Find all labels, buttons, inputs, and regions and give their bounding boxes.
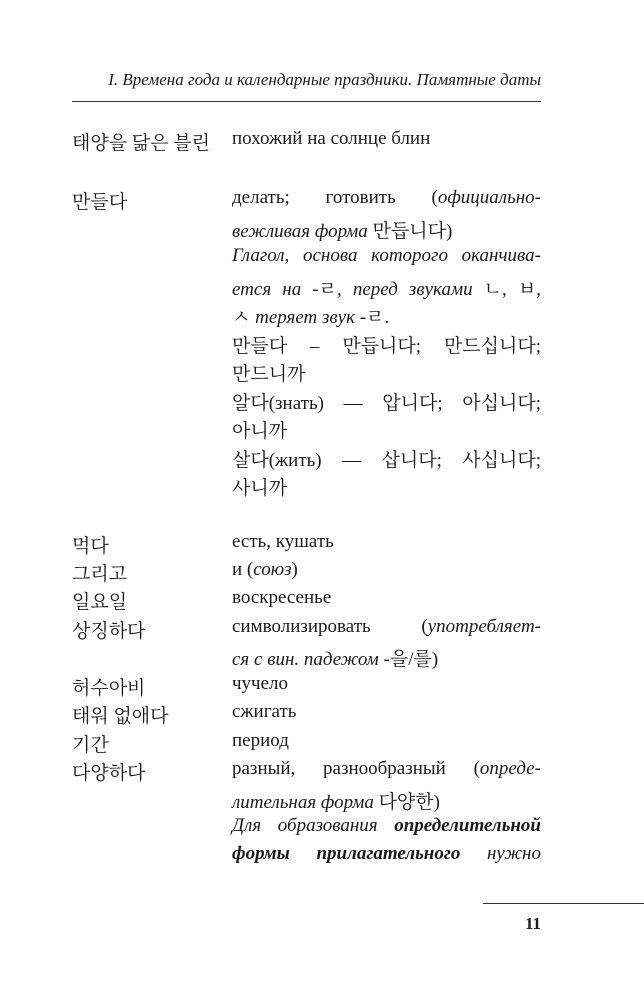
definition-text: употребляет- [427, 616, 541, 637]
definition-text: и ( [232, 559, 254, 580]
glossary-term: 먹다 [72, 536, 109, 557]
definition-line [232, 128, 541, 150]
definition-text: -ㄹ. [359, 307, 390, 328]
glossary-term: 태양을 닮은 블린 [72, 133, 210, 154]
definition-line [232, 416, 541, 443]
definition-text: ется на [232, 279, 313, 300]
definition-text: , перед звуками [336, 279, 484, 300]
definition-line [232, 758, 541, 780]
definition-line [232, 359, 541, 386]
definition-text: теряет звук [255, 307, 360, 328]
definition-text: 만들다 – 만듭니다; 만드십니다; [232, 336, 541, 357]
glossary-term: 태워 없애다 [72, 706, 169, 727]
definition-text: 살다(жить) — 삽니다; 사십니다; [232, 450, 541, 471]
definition-line [232, 187, 541, 209]
definition-text: опреде- [479, 758, 541, 779]
page-number: 11 [524, 914, 541, 933]
definition-text: официально- [437, 187, 541, 208]
glossary-term: 상징하다 [72, 621, 146, 642]
definition-text: -ㄹ [312, 279, 337, 300]
definition-text: период [232, 730, 289, 751]
definition-text: ㅅ [232, 307, 256, 328]
definition-text: символизировать ( [232, 616, 428, 637]
footer-divider [483, 903, 644, 904]
definition-text: союз [253, 559, 292, 580]
definition-text: ㄴ, ㅂ, [483, 279, 541, 300]
definition-text: лительная форма [232, 792, 379, 813]
definition-text: нужно [487, 843, 541, 864]
definition-line [232, 445, 541, 472]
glossary-term: 허수아비 [72, 678, 146, 699]
definition-text: 다양한) [378, 792, 440, 813]
definition-text: 아니까 [232, 421, 288, 442]
glossary-term: 기간 [72, 735, 109, 756]
glossary-term: 그리고 [72, 564, 128, 585]
definition-text: 사니까 [232, 478, 288, 499]
definition-line [232, 274, 541, 301]
definition-line [232, 616, 541, 638]
definition-line [232, 787, 541, 814]
definition-line [232, 245, 541, 267]
definition-line [232, 388, 541, 415]
definition-line [232, 701, 541, 723]
running-header: I. Времена года и календарные праздники. Памятные даты [108, 70, 541, 89]
definition-line [232, 815, 541, 837]
definition-text: сжигать [232, 701, 297, 722]
definition-text: ) [291, 559, 298, 580]
definition-line [232, 644, 541, 671]
definition-text: определительной [394, 815, 541, 836]
definition-text: делать; готовить ( [232, 187, 438, 208]
definition-text: 만드니까 [232, 364, 306, 385]
definition-text: формы прилагательного [232, 843, 487, 864]
definition-text: есть, кушать [232, 531, 334, 552]
definition-line [232, 473, 541, 500]
definition-text: 알다(знать) — 압니다; 아십니다; [232, 393, 541, 414]
header-divider [72, 101, 541, 102]
definition-text: вежливая форма [232, 221, 373, 242]
definition-text: похожий на солнце блин [232, 128, 431, 149]
definition-line [232, 559, 541, 581]
definition-text: воскресенье [232, 587, 332, 608]
definition-text: -을/를) [383, 649, 439, 670]
definition-text: 만듭니다) [372, 221, 453, 242]
glossary-term: 다양하다 [72, 763, 146, 784]
definition-line [232, 531, 541, 553]
definition-line [232, 730, 541, 752]
definition-text: разный, разнообразный ( [232, 758, 480, 779]
glossary-term: 일요일 [72, 592, 128, 613]
definition-text: Для образования [232, 815, 395, 836]
definition-text: Глагол, основа которого оканчива- [232, 245, 541, 266]
definition-line [232, 302, 541, 329]
definition-line [232, 843, 541, 865]
definition-line [232, 331, 541, 358]
definition-line [232, 673, 541, 695]
definition-line [232, 587, 541, 609]
glossary-term: 만들다 [72, 192, 128, 213]
definition-text: чучело [232, 673, 289, 694]
definition-text: ся с вин. падежом [232, 649, 384, 670]
definition-line [232, 216, 541, 243]
